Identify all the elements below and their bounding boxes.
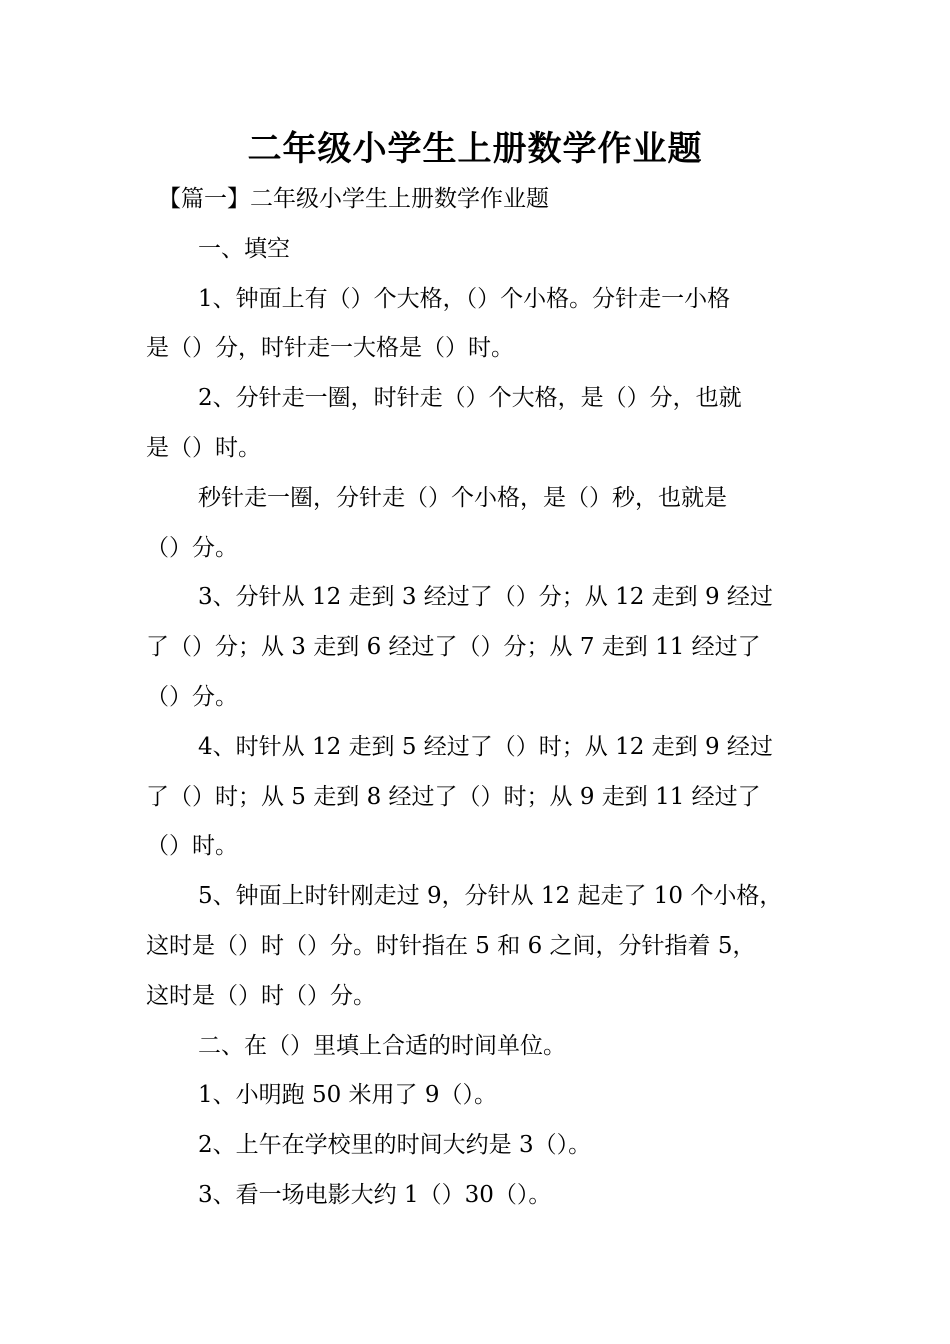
question-line: 3、分针从 12 走到 3 经过了（）分；从 12 走到 9 经过	[198, 584, 773, 611]
question-line: 1、小明跑 50 米用了 9（）。	[198, 1082, 497, 1109]
part-heading-fill: 一、填空	[198, 235, 290, 262]
question-line: 了（）分；从 3 走到 6 经过了（）分；从 7 走到 11 经过了	[146, 634, 761, 661]
part-heading-units: 二、在（）里填上合适的时间单位。	[198, 1032, 566, 1059]
question-line: 这时是（）时（）分。	[146, 982, 376, 1009]
question-line: 秒针走一圈，分针走（）个小格，是（）秒，也就是	[198, 484, 727, 511]
question-line: 了（）时；从 5 走到 8 经过了（）时；从 9 走到 11 经过了	[146, 783, 761, 810]
question-line: （）时。	[146, 833, 238, 860]
question-line: （）分。	[146, 683, 238, 710]
question-line: 3、看一场电影大约 1（）30（）。	[198, 1181, 552, 1208]
document-title: 二年级小学生上册数学作业题	[247, 129, 703, 169]
question-line: 2、分针走一圈，时针走（）个大格，是（）分，也就	[198, 385, 742, 412]
question-line: 1、钟面上有（）个大格，（）个小格。分针走一小格	[198, 285, 731, 312]
document-body	[146, 175, 816, 1221]
question-line: 这时是（）时（）分。时针指在 5 和 6 之间，分针指着 5，	[146, 932, 756, 959]
question-line: （）分。	[146, 534, 238, 561]
question-line: 2、上午在学校里的时间大约是 3（）。	[198, 1132, 592, 1159]
question-line: 4、时针从 12 走到 5 经过了（）时；从 12 走到 9 经过	[198, 733, 773, 760]
question-line: 是（）时。	[146, 434, 261, 461]
question-line: 5、钟面上时针刚走过 9，分针从 12 起走了 10 个小格，	[198, 883, 783, 910]
question-line: 是（）分，时针走一大格是（）时。	[146, 335, 514, 362]
section-heading: 【篇一】二年级小学生上册数学作业题	[158, 186, 549, 212]
